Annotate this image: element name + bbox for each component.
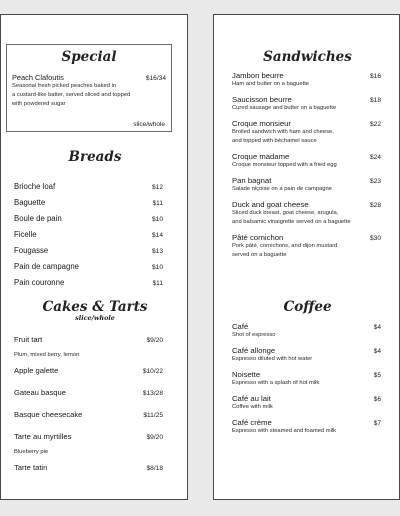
list-item	[14, 198, 163, 214]
item-name: Tarte tatin	[14, 463, 48, 472]
item-name: Brioche loaf	[14, 182, 56, 191]
item-price: $11/25	[143, 412, 163, 419]
item-description: Ham and butter on a baguette	[232, 81, 310, 87]
special-item-row	[12, 73, 166, 82]
item-name: Croque monsieur	[232, 119, 291, 128]
item-price: $4	[373, 348, 381, 355]
special-item-price: $16/34	[145, 75, 166, 82]
item-description: Broiled sandwich with ham and cheese,	[232, 129, 334, 135]
item-price: $28	[369, 202, 381, 209]
sandwiches-list	[232, 71, 381, 266]
item-description: Shot of espresso	[232, 332, 276, 338]
list-item	[232, 95, 381, 113]
item-name: Duck and goat cheese	[232, 200, 309, 209]
item-name: Gateau basque	[14, 388, 66, 397]
item-name: Basque cheesecake	[14, 410, 83, 419]
item-name: Café au lait	[232, 394, 271, 403]
item-name: Fougasse	[14, 246, 49, 255]
breads-title: Breads	[68, 149, 122, 165]
item-price: $24	[369, 154, 381, 161]
sandwiches-title: Sandwiches	[263, 49, 352, 65]
list-item	[14, 182, 163, 198]
item-name: Baguette	[14, 198, 46, 207]
item-description: Espresso diluted with hot water	[232, 356, 313, 362]
list-item	[232, 176, 381, 194]
item-name: Jambon beurre	[232, 71, 284, 80]
item-price: $16	[369, 73, 381, 80]
item-name: Tarte au myrtilles	[14, 432, 72, 441]
item-name: Pan bagnat	[232, 176, 272, 185]
item-price: $13	[151, 248, 163, 255]
item-description: and balsamic vinaigrette served on a baguette	[232, 219, 351, 225]
item-description: Cured sausage and butter on a baguette	[232, 105, 337, 111]
item-price: $14	[151, 232, 163, 239]
list-item	[14, 366, 163, 382]
item-description: Sliced duck breast, goat cheese, arugula,	[232, 210, 339, 216]
special-item-name: Peach Clafoutis	[12, 73, 64, 82]
item-name: Pain de campagne	[14, 262, 80, 271]
item-price: $4	[373, 324, 381, 331]
list-item	[14, 335, 163, 360]
item-description: and topped with béchamel sauce	[232, 138, 317, 144]
item-price: $10/22	[142, 368, 163, 375]
item-description: Coffee with milk	[232, 404, 273, 410]
list-item	[232, 119, 381, 146]
cakes-list	[14, 335, 163, 485]
item-price: $22	[369, 121, 381, 128]
item-price: $12	[151, 184, 163, 191]
item-price: $9/20	[146, 337, 163, 344]
item-description: Croque monsieur topped with a fried egg	[232, 162, 337, 168]
list-item	[14, 246, 163, 262]
list-item	[14, 388, 163, 404]
list-item	[14, 410, 163, 426]
item-name: Pâté cornichon	[232, 233, 284, 242]
item-price: $10	[151, 216, 163, 223]
coffee-title: Coffee	[283, 299, 332, 315]
coffee-list	[232, 322, 381, 442]
special-item-description-1: Seasonal fresh picked peaches baked in	[12, 83, 117, 89]
item-price: $10	[151, 264, 163, 271]
special-title: Special	[61, 49, 117, 65]
special-box	[6, 44, 172, 132]
item-description: Blueberry pie	[14, 449, 49, 455]
item-description: Pork pâté, cornichons, and dijon mustard	[232, 243, 338, 249]
list-item	[14, 262, 163, 278]
item-price: $7	[373, 420, 381, 427]
item-description: Salade niçoise on a pain de campagne	[232, 186, 332, 192]
item-name: Ficelle	[14, 230, 37, 239]
item-price: $9/20	[146, 434, 163, 441]
item-price: $8/18	[146, 465, 163, 472]
item-description: Espresso with a splash of hot milk	[232, 380, 320, 386]
list-item	[14, 278, 163, 294]
item-name: Café	[232, 322, 249, 331]
list-item	[232, 370, 381, 388]
item-description: served on a baguette	[232, 252, 287, 258]
special-item-description-3: with powdered sugar	[12, 101, 66, 107]
item-name: Fruit tart	[14, 335, 43, 344]
item-price: $23	[369, 178, 381, 185]
item-description: Espresso with steamed and foamed milk	[232, 428, 337, 434]
cakes-title	[1, 299, 189, 322]
list-item	[232, 394, 381, 412]
list-item	[14, 432, 163, 457]
list-item	[232, 418, 381, 436]
breads-list	[14, 182, 163, 294]
list-item	[232, 346, 381, 364]
list-item	[232, 233, 381, 260]
cakes-title-text: Cakes & Tarts	[42, 299, 148, 315]
item-price: $6	[373, 396, 381, 403]
list-item	[232, 71, 381, 89]
item-name: Boule de pain	[14, 214, 62, 223]
list-item	[232, 322, 381, 340]
menu-page-right	[213, 14, 400, 500]
item-description: Plum, mixed berry, lemon	[14, 352, 80, 358]
item-name: Saucisson beurre	[232, 95, 292, 104]
cakes-price-note: slice/whole	[75, 314, 115, 322]
item-name: Café allonge	[232, 346, 276, 355]
item-price: $5	[373, 372, 381, 379]
menu-page-left	[0, 14, 188, 500]
list-item	[14, 463, 163, 479]
special-price-note: slice/whole	[133, 121, 165, 128]
list-item	[232, 152, 381, 170]
item-price: $18	[369, 97, 381, 104]
item-price: $11	[152, 200, 163, 207]
list-item	[14, 230, 163, 246]
item-name: Apple galette	[14, 366, 59, 375]
special-item-description-2: a custard-like batter, served sliced and topped	[12, 92, 131, 98]
list-item	[14, 214, 163, 230]
item-price: $11	[152, 280, 163, 287]
item-price: $13/28	[142, 390, 163, 397]
list-item	[232, 200, 381, 227]
item-name: Noisette	[232, 370, 261, 379]
item-name: Croque madame	[232, 152, 290, 161]
item-price: $30	[369, 235, 381, 242]
item-name: Café crème	[232, 418, 272, 427]
item-name: Pain couronne	[14, 278, 65, 287]
